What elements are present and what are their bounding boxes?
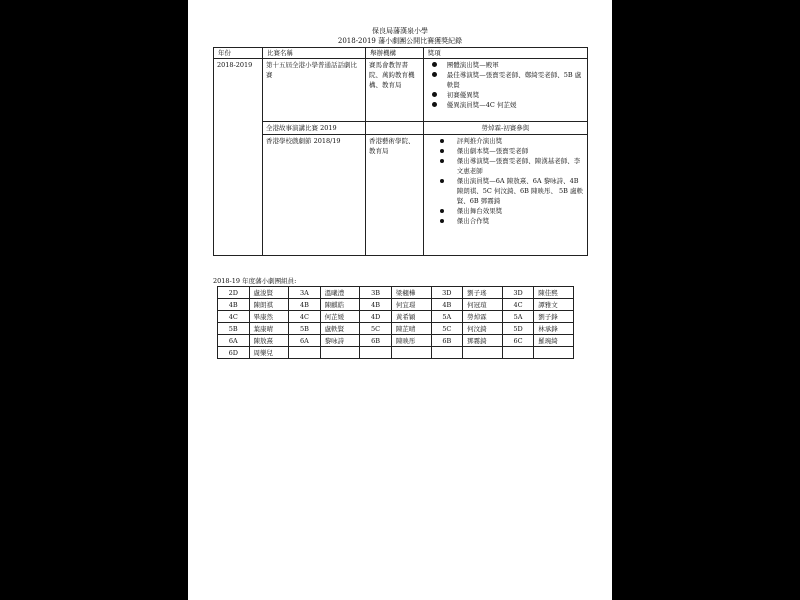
member-class (502, 347, 534, 359)
member-name: 鄧霧錡 (463, 335, 503, 347)
member-class: 4B (289, 299, 320, 311)
member-row (218, 335, 574, 347)
organizer: 賽馬會教智書院、萬鈞教育機構、教育局 (366, 59, 424, 122)
awards-cell (423, 59, 587, 122)
member-name: 黃希穎 (391, 311, 431, 323)
document-page (188, 0, 612, 600)
member-name: 勞焯霖 (463, 311, 503, 323)
member-name: 溫曦澧 (320, 287, 360, 299)
member-name: 陳麒皓 (320, 299, 360, 311)
member-name: 陳敖熹 (249, 335, 289, 347)
member-name: 陳佳熙 (534, 287, 574, 299)
document-title: 2018-2019 藩小劇團公開比賽獲獎紀錄 (337, 37, 463, 45)
awards-list (427, 60, 584, 110)
organizer: 香港藝術學院、教育局 (366, 135, 424, 256)
member-class: 5A (502, 311, 534, 323)
member-name (463, 347, 503, 359)
member-class: 3D (502, 287, 534, 299)
award-item: 評判推介演出獎 (427, 136, 584, 146)
member-class: 5B (289, 323, 320, 335)
awards-row (214, 135, 588, 256)
member-name: 盧軼賢 (320, 323, 360, 335)
member-class: 6C (502, 335, 534, 347)
member-class: 4D (360, 311, 392, 323)
member-name (534, 347, 574, 359)
award-item: 傑出導演獎—張寶雯老師、陳漢基老師、李文惠老師 (427, 156, 584, 176)
member-name: 林承鋒 (534, 323, 574, 335)
member-name: 劉子鋒 (534, 311, 574, 323)
member-class: 6B (360, 335, 392, 347)
member-class: 6B (431, 335, 463, 347)
member-row (218, 323, 574, 335)
member-name: 黎咏詩 (320, 335, 360, 347)
member-class (360, 347, 392, 359)
award-item: 傑出合作獎 (427, 216, 584, 226)
member-name: 陳朗祺 (249, 299, 289, 311)
award-item: 優異演員獎—4C 何芷媛 (427, 100, 584, 110)
organizer (366, 122, 424, 135)
member-name: 陳映彤 (391, 335, 431, 347)
member-name: 何宜璟 (391, 299, 431, 311)
award-item: 傑出劇本獎—張寶雯老師 (427, 146, 584, 156)
member-name: 何芷媛 (320, 311, 360, 323)
members-table (217, 286, 574, 359)
member-class: 5D (502, 323, 534, 335)
member-class: 3D (431, 287, 463, 299)
member-class: 4C (289, 311, 320, 323)
awards-row (214, 122, 588, 135)
header-competition: 比賽名稱 (263, 48, 366, 59)
member-name (391, 347, 431, 359)
member-name: 盧浚賢 (249, 287, 289, 299)
member-class: 6D (218, 347, 250, 359)
competition-name: 第十五屆全港小學普通話話劇比賽 (263, 59, 366, 122)
year-cell: 2018-2019 (214, 59, 263, 256)
member-class: 2D (218, 287, 250, 299)
member-class: 6A (218, 335, 250, 347)
member-name: 梁翹樺 (391, 287, 431, 299)
award-item: 傑出舞台效果獎 (427, 206, 584, 216)
member-name: 陳芷晴 (391, 323, 431, 335)
awards-note: 勞焯霖-初賽參與 (423, 122, 587, 135)
member-name: 周樂兒 (249, 347, 289, 359)
member-name: 何冠瑄 (463, 299, 503, 311)
award-item: 最佳導演獎—張寶雯老師、鄭綺雯老師、5B 盧軼賢 (427, 70, 584, 90)
member-name: 畢康然 (249, 311, 289, 323)
member-class (431, 347, 463, 359)
member-class: 3B (360, 287, 392, 299)
member-class: 6A (289, 335, 320, 347)
awards-table (213, 47, 588, 256)
member-name: 劉子瑤 (463, 287, 503, 299)
awards-row (214, 59, 588, 122)
member-class (289, 347, 320, 359)
member-class: 4B (218, 299, 250, 311)
member-name: 何汶錡 (463, 323, 503, 335)
header-organizer: 舉辦機構 (366, 48, 424, 59)
header-awards: 獎項 (423, 48, 587, 59)
member-class: 4B (431, 299, 463, 311)
member-class: 5C (360, 323, 392, 335)
members-caption: 2018-19 年度藩小劇團組員: (213, 277, 297, 285)
member-name: 譚雅文 (534, 299, 574, 311)
member-class: 4C (502, 299, 534, 311)
awards-cell (423, 135, 587, 256)
awards-list (427, 136, 584, 226)
member-row (218, 311, 574, 323)
member-class: 5B (218, 323, 250, 335)
award-item: 傑出演員獎—6A 陳敖熹、6A 黎咏詩、4B 陳朗祺、5C 何汶錡、6B 陳映彤、 5B 盧軼賢、6B 鄧霧錡 (427, 176, 584, 206)
competition-name: 香港學校戲劇節 2018/19 (263, 135, 366, 256)
member-row (218, 347, 574, 359)
member-row (218, 299, 574, 311)
award-item: 團體演出獎—殿軍 (427, 60, 584, 70)
member-class: 5C (431, 323, 463, 335)
member-class: 5A (431, 311, 463, 323)
member-row (218, 287, 574, 299)
header-year: 年份 (214, 48, 263, 59)
award-item: 初賽優異獎 (427, 90, 584, 100)
school-name: 保良局藩漢泉小學 (372, 27, 428, 35)
competition-name: 全港故事演講比賽 2019 (263, 122, 366, 135)
member-name (320, 347, 360, 359)
member-class: 4C (218, 311, 250, 323)
member-name: 葉康晴 (249, 323, 289, 335)
member-class: 4B (360, 299, 392, 311)
member-class: 3A (289, 287, 320, 299)
awards-header-row (214, 48, 588, 59)
member-name: 羅琬綺 (534, 335, 574, 347)
